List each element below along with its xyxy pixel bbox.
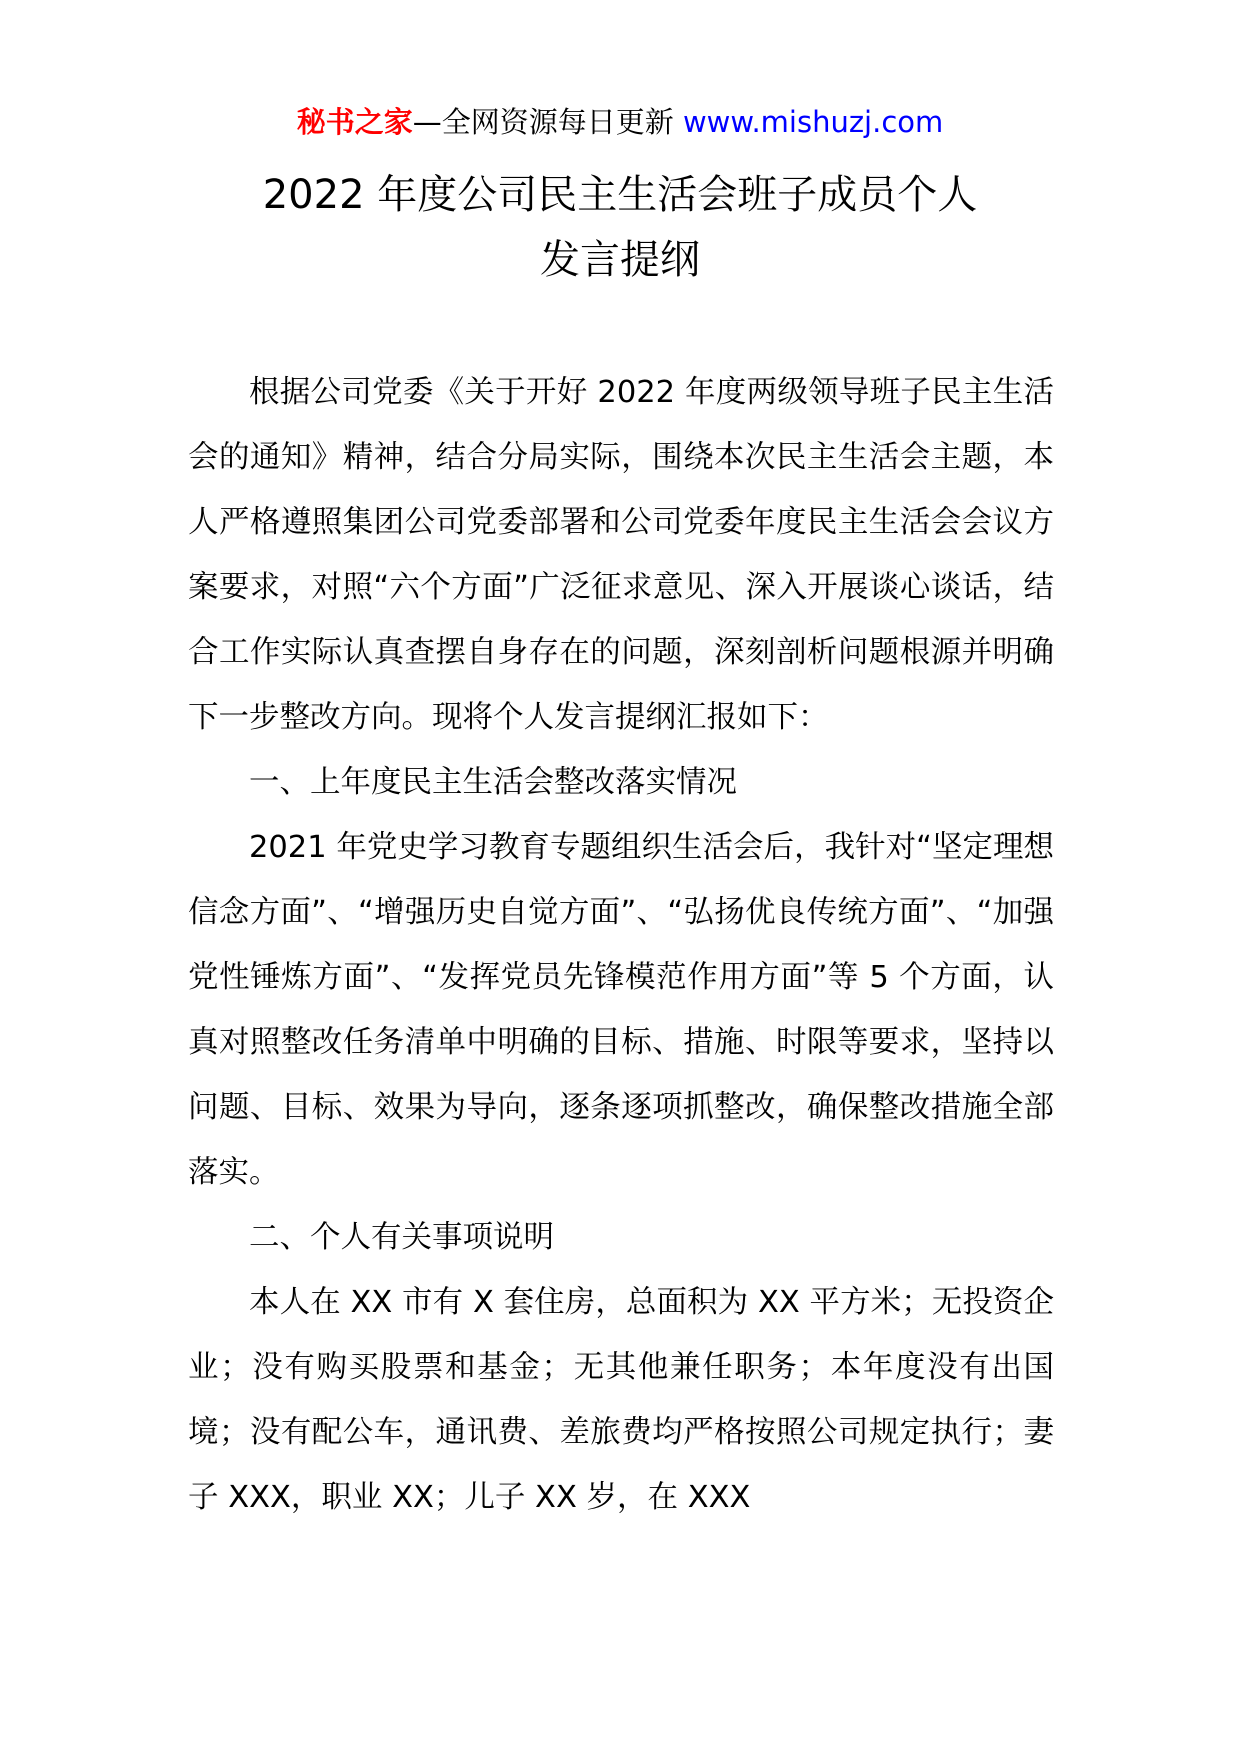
site-url[interactable]: www.mishuzj.com	[682, 105, 944, 139]
document-title-line-2: 发言提纲	[540, 237, 700, 283]
paragraph-intro: 根据公司党委《关于开好 2022 年度两级领导班子民主生活会的通知》精神，结合分局实际，围绕本次民主生活会主题，本人严格遵照集团公司党委部署和公司党委年度民主生活会会议方案要求，对照“六个方面”广泛征求意见、深入开展谈心谈话，结合工作实际认真查摆自身存在的问题，深刻剖析问题根源并明确下一步整改方向。现将个人发言提纲汇报如下：	[188, 375, 1054, 735]
paragraph-rectification: 2021 年党史学习教育专题组织生活会后，我针对“坚定理想信念方面”、“增强历史自觉方面”、“弘扬优良传统方面”、“加强党性锤炼方面”、“发挥党员先锋模范作用方面”等 5 个方面，认真对照整改任务清单中明确的目标、措施、时限等要求，坚持以问题、目标、效果为导向，逐条逐项抓整改，确保整改措施全部落实。	[188, 830, 1054, 1190]
document-body	[188, 360, 1054, 1530]
site-header	[0, 102, 1240, 142]
section-heading-1: 一、上年度民主生活会整改落实情况	[249, 765, 737, 800]
site-brand: 秘书之家	[296, 105, 413, 139]
paragraph-personal-matters: 本人在 XX 市有 X 套住房，总面积为 XX 平方米；无投资企业；没有购买股票和基金；无其他兼任职务；本年度没有出国境；没有配公车，通讯费、差旅费均严格按照公司规定执行；妻子 XXX，职业 XX；儿子 XX 岁，在 XXX	[188, 1285, 1054, 1515]
document-title-line-1: 2022 年度公司民主生活会班子成员个人	[262, 172, 978, 218]
site-tagline: —全网资源每日更新	[412, 105, 683, 139]
section-heading-2: 二、个人有关事项说明	[249, 1220, 554, 1255]
